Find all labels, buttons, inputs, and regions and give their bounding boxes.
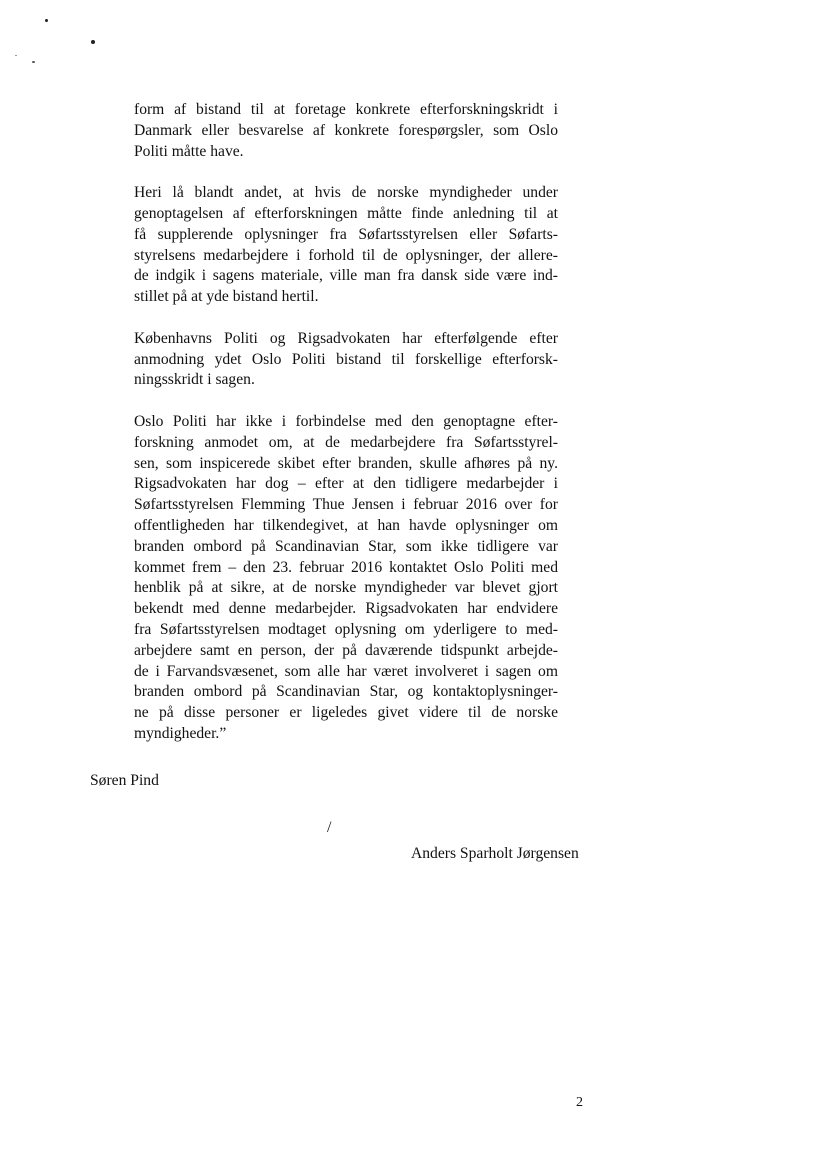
scan-speck: [32, 61, 35, 63]
text-line: styrelsens medarbejdere i forhold til de oplysninger, der allere-: [134, 246, 558, 264]
text-line: forskning anmodet om, at de medarbejdere fra Søfartsstyrel-: [134, 433, 558, 451]
text-line: offentligheden har tilkendegivet, at han havde oplysninger om: [134, 516, 558, 534]
paragraph: [134, 183, 558, 308]
text-line: anmodning ydet Oslo Politi bistand til forskellige efterforsk-: [134, 350, 558, 368]
text-line: ne på disse personer er ligeledes givet videre til de norske: [134, 704, 558, 722]
signature-separator: /: [327, 819, 332, 836]
text-line: myndigheder.”: [134, 724, 227, 742]
scan-speck: [91, 40, 95, 44]
text-line: de i Farvandsvæsenet, som alle har været involveret i sagen om: [134, 662, 558, 680]
text-line: bekendt med denne medarbejder. Rigsadvokaten har endvidere: [134, 600, 558, 618]
paragraph: [134, 329, 558, 391]
text-line: branden ombord på Scandinavian Star, som ikke tidligere var: [134, 537, 558, 555]
text-line: branden ombord på Scandinavian Star, og kontaktoplysninger-: [134, 683, 558, 701]
signature-right-name: Anders Sparholt Jørgensen: [411, 845, 579, 862]
text-line: arbejdere samt en person, der på daværende tidspunkt arbejde-: [134, 641, 558, 659]
signature-left-name: Søren Pind: [90, 772, 159, 789]
scan-speck: [45, 19, 48, 22]
text-line: Oslo Politi har ikke i forbindelse med den genoptagne efter-: [134, 412, 558, 430]
text-line: de indgik i sagens materiale, ville man fra dansk side være ind-: [134, 267, 558, 285]
scan-speck: [15, 55, 17, 56]
text-line: Heri lå blandt andet, at hvis de norske myndigheder under: [134, 184, 558, 202]
body-text: [134, 100, 558, 766]
text-line: henblik på at sikre, at de norske myndigheder var blevet gjort: [134, 579, 558, 597]
text-line: Danmark eller besvarelse af konkrete forespørgsler, som Oslo: [134, 121, 558, 139]
text-line: form af bistand til at foretage konkrete efterforskningskridt i: [134, 101, 558, 118]
text-line: Rigsadvokaten har dog – efter at den tidligere medarbejder i: [134, 475, 558, 493]
text-line: få supplerende oplysninger fra Søfartsstyrelsen eller Søfarts-: [134, 225, 558, 243]
text-line: stillet på at yde bistand hertil.: [134, 288, 319, 306]
text-line: Københavns Politi og Rigsadvokaten har efterfølgende efter: [134, 329, 558, 347]
text-line: ningsskridt i sagen.: [134, 371, 255, 389]
text-line: sen, som inspicerede skibet efter branden, skulle afhøres på ny.: [134, 454, 558, 472]
text-line: kommet frem – den 23. februar 2016 kontaktet Oslo Politi med: [134, 558, 558, 576]
text-line: fra Søfartsstyrelsen modtaget oplysning om yderligere to med-: [134, 620, 558, 638]
paragraph: [134, 100, 558, 162]
text-line: Søfartsstyrelsen Flemming Thue Jensen i februar 2016 over for: [134, 496, 558, 514]
page-number: 2: [576, 1095, 583, 1110]
text-line: genoptagelsen af efterforskningen måtte finde anledning til at: [134, 204, 558, 222]
paragraph: [134, 412, 558, 745]
text-line: Politi måtte have.: [134, 142, 244, 160]
